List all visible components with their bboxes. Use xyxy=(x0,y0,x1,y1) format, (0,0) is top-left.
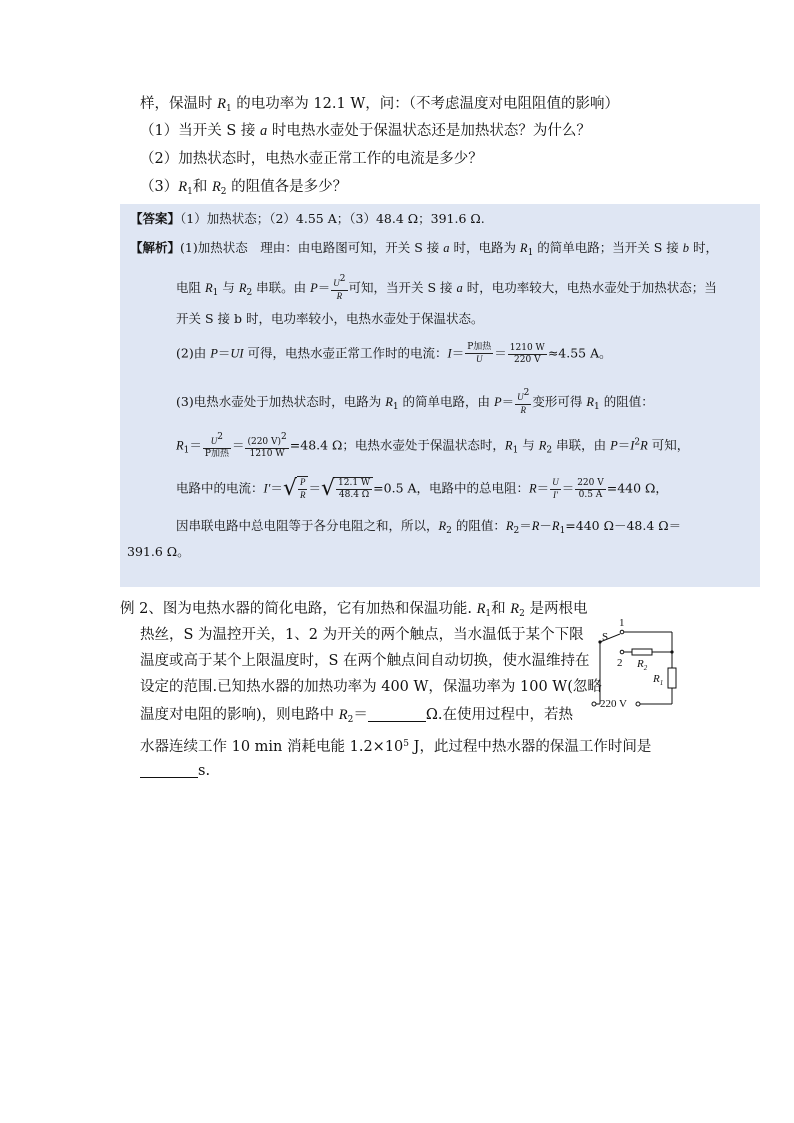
analysis-line-8: 因串联电路中总电阻等于各分电阻之和，所以，$R_2$ 的阻值：$R_2=R-R_1=440$ Ω－48.4 Ω＝ xyxy=(176,518,682,536)
resistor-r1 xyxy=(668,668,676,688)
fraction: $\frac{\text{P加热}}{U}$ xyxy=(467,342,492,364)
label-r2: $R_2$ xyxy=(637,658,648,672)
square-root: √ $\frac{12.1 W}{48.4 \Omega}$ xyxy=(321,477,373,501)
q2-line-5: 温度对电阻的影响)，则电路中 $R_2= \Omega$.在使用过程中，若热 xyxy=(140,707,573,725)
q2-line-4: 设定的范围.已知热水器的加热功率为 400 W，保温功率为 100 W(忽略 xyxy=(140,679,602,695)
q2-line-3: 温度或高于某个上限温度时，S 在两个触点间自动切换，使水温维持在 xyxy=(140,653,590,669)
fraction: $\frac{U^2}{\text{P加热}}$ xyxy=(204,432,229,459)
resistor-r2 xyxy=(632,649,652,655)
analysis-line-4: (2)由 P＝UI 可得，电热水壶正常工作时的电流：I＝ $\frac{\text{P加热}}{U}$ ＝ $\frac{1210 W}{220 V}$ ≈4.55 A。 xyxy=(176,342,612,365)
fraction: $\frac{1210 W}{220 V}$ xyxy=(509,342,545,365)
q1-line-0: 样，保温时 $R_1$ 的电功率为 12.1 W，问：（不考虑温度对电阻阻值的影响） xyxy=(140,96,619,114)
analysis-line-2: 电阻 $R_1$ 与 $R_2$ 串联。由 P＝ $\frac{U^2}{R}$ 可知，当开关 S 接 a 时，电功率较大，电热水壶处于加热状态；当 xyxy=(176,274,717,301)
label-contact-2: 2 xyxy=(617,657,623,669)
terminal xyxy=(636,702,640,706)
fraction: $\frac{U^2}{R}$ xyxy=(517,388,530,415)
label-contact-1: 1 xyxy=(619,617,625,629)
answer-blank[interactable] xyxy=(140,763,198,778)
label-switch: S xyxy=(602,631,609,643)
q2-line-6: 水器连续工作 10 min 消耗电能 $1.2\times 10^5$ J，此过程中热水器的保温工作时间是 xyxy=(140,739,652,755)
terminal xyxy=(592,702,596,706)
square-root: √ $\frac{P}{R}$ xyxy=(283,476,309,502)
analysis-line-6: $R_1=$ $\frac{U^2}{\text{P加热}}$ ＝ $\frac{(220 V)^2}{1210 W}$ =48.4 Ω；电热水壶处于保温状态时，$R_1$ 与 $R_2$ 串联，由 $P=I^2R$ 可知， xyxy=(176,432,690,459)
label-voltage: 220 V xyxy=(600,698,627,710)
analysis-line-7: 电路中的电流：I′＝√ $\frac{P}{R}$ ＝√ $\frac{12.1 W}{48.4 \Omega}$ =0.5 A，电路中的总电阻：R＝ $\frac{U}{I'}$ ＝ $\frac{220 V}{0.5 A}$ =440 Ω， xyxy=(176,476,668,501)
answer-line: 【答案】（1）加热状态；（2）4.55 A；（3）48.4 Ω；391.6 Ω. xyxy=(130,211,485,226)
fraction: $\frac{U}{I'}$ xyxy=(552,476,559,500)
analysis-line-9: 391.6 Ω。 xyxy=(127,544,190,559)
circuit-diagram xyxy=(580,612,690,717)
analysis-line-1: 【解析】(1)加热状态 理由：由电路图可知，开关 S 接 a 时，电路为 $R_1$ 的简单电路；当开关 S 接 b 时， xyxy=(130,240,718,258)
fraction: $\frac{220 V}{0.5 A}$ xyxy=(577,477,604,500)
fraction: $\frac{U^2}{R}$ xyxy=(333,274,346,301)
q1-line-2: （2）加热状态时，电热水壶正常工作的电流是多少？ xyxy=(140,151,483,167)
fraction: $\frac{(220 V)^2}{1210 W}$ xyxy=(247,432,287,459)
answer-blank[interactable] xyxy=(368,707,426,722)
q2-line-7: s. xyxy=(140,761,210,781)
contact-1 xyxy=(620,630,624,634)
junction-dot xyxy=(670,650,673,653)
label-r1: $R_1$ xyxy=(653,673,664,687)
analysis-line-3: 开关 S 接 b 时，电功率较小，电热水壶处于保温状态。 xyxy=(176,311,484,326)
q1-line-3: $(3)R_1$和 $R_2$ 的阻值各是多少？ xyxy=(140,179,348,197)
q1-line-1: （1）当开关 S 接 a 时电热水壶处于保温状态还是加热状态？为什么？ xyxy=(140,123,591,139)
q2-line-1: 例 2、图为电热水器的简化电路，它有加热和保温功能. $R_1$和 $R_2$ 是两根电 xyxy=(120,601,588,619)
contact-2 xyxy=(620,650,624,654)
q2-line-2: 热丝，S 为温控开关，1、2 为开关的两个触点，当水温低于某个下限 xyxy=(140,627,584,643)
analysis-line-5: (3)电热水壶处于加热状态时，电路为 $R_1$ 的简单电路，由 P＝ $\frac{U^2}{R}$ 变形可得 $R_1$ 的阻值： xyxy=(176,388,654,415)
